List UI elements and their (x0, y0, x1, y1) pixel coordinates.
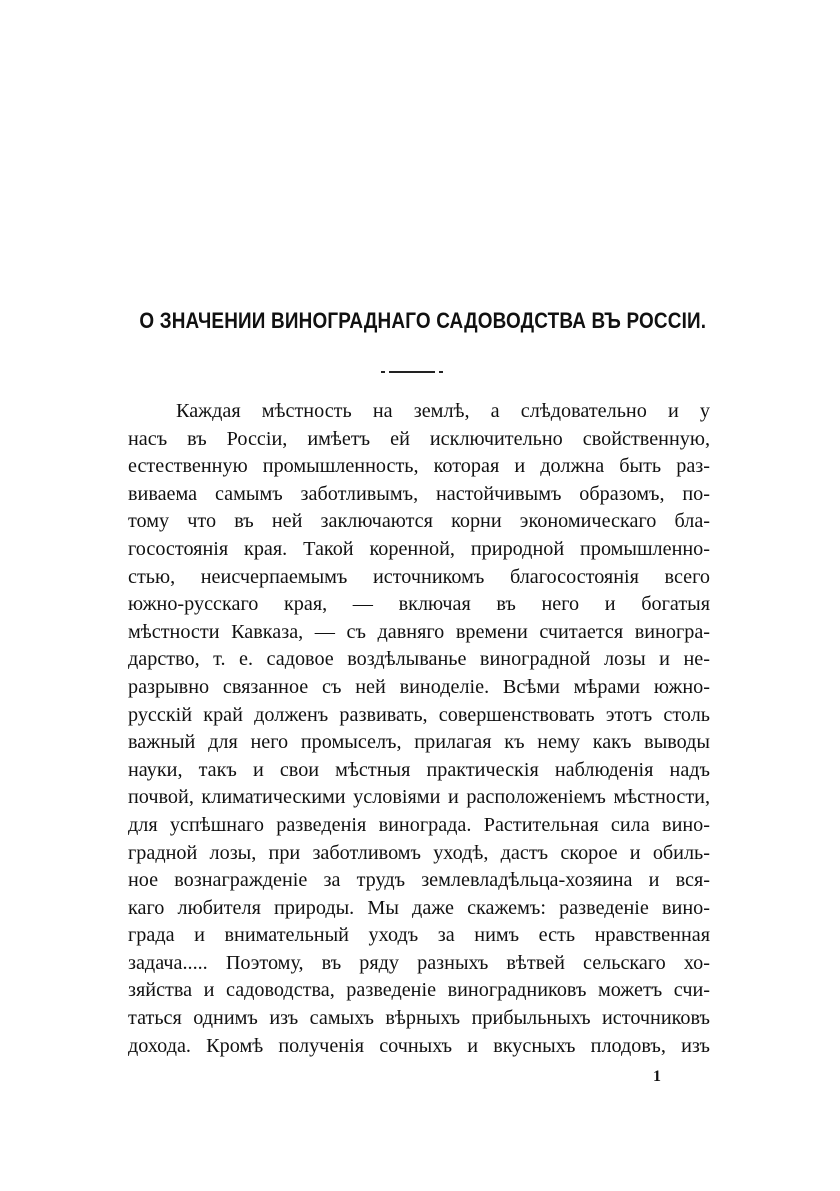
body-text (128, 398, 710, 1060)
text-line: науки, такъ и свои мѣстныя практическія наблюденія надъ (128, 758, 710, 781)
text-line: задача..... Поэтому, въ ряду разныхъ вѣтвей сельскаго хо- (128, 951, 710, 974)
text-line: тому что въ ней заключаются корни экономическаго бла- (128, 510, 710, 533)
text-line: дохода. Кромѣ полученія сочныхъ и вкусныхъ плодовъ, изъ (128, 1034, 710, 1057)
text-line: виваема самымъ заботливымъ, настойчивымъ образомъ, по- (128, 482, 710, 505)
text-line: важный для него промыселъ, прилагая къ нему какъ выводы (128, 731, 710, 754)
text-line: стью, неисчерпаемымъ источникомъ благосостоянія всего (128, 565, 710, 588)
text-line: таться однимъ изъ самыхъ вѣрныхъ прибыльныхъ источниковъ (128, 1007, 710, 1030)
text-line: госостоянія края. Такой коренной, природной промышленно- (128, 537, 710, 560)
page-title: О ЗНАЧЕНИИ ВИНОГРАДНАГО САДОВОДСТВА ВЪ РОССІИ. (139, 308, 707, 333)
text-line: града и внимательный уходъ за нимъ есть нравственная (128, 924, 710, 947)
text-line: почвой, климатическими условіями и расположеніемъ мѣстности, (128, 786, 710, 809)
text-line: для успѣшнаго разведенія винограда. Растительная сила вино- (128, 813, 710, 836)
text-line: естественную промышленность, которая и должна быть раз- (128, 455, 710, 478)
text-line: южно-русскаго края, — включая въ него и богатыя (128, 593, 710, 616)
text-line: русскій край долженъ развивать, совершенствовать этотъ столь (128, 703, 710, 726)
text-line: каго любителя природы. Мы даже скажемъ: разведеніе вино- (128, 896, 710, 919)
title-divider (389, 371, 435, 373)
page-number: 1 (653, 1068, 661, 1085)
text-line: Каждая мѣстность на землѣ, а слѣдовательно и у (176, 400, 710, 422)
text-line: насъ въ Россіи, имѣетъ ей исключительно свойственную, (128, 427, 710, 450)
text-line: разрывно связанное съ ней виноделіе. Всѣми мѣрами южно- (128, 675, 710, 698)
text-line: градной лозы, при заботливомъ уходѣ, дастъ скорое и обиль- (128, 841, 710, 864)
text-line: зяйства и садоводства, разведеніе виноградниковъ можетъ счи- (128, 979, 710, 1002)
text-line: мѣстности Кавказа, — съ давняго времени считается виногра- (128, 620, 710, 643)
text-line: дарство, т. е. садовое воздѣлыванье виноградной лозы и не- (128, 648, 710, 671)
text-line: ное вознагражденіе за трудъ землевладѣльца-хозяина и вся- (128, 869, 710, 892)
